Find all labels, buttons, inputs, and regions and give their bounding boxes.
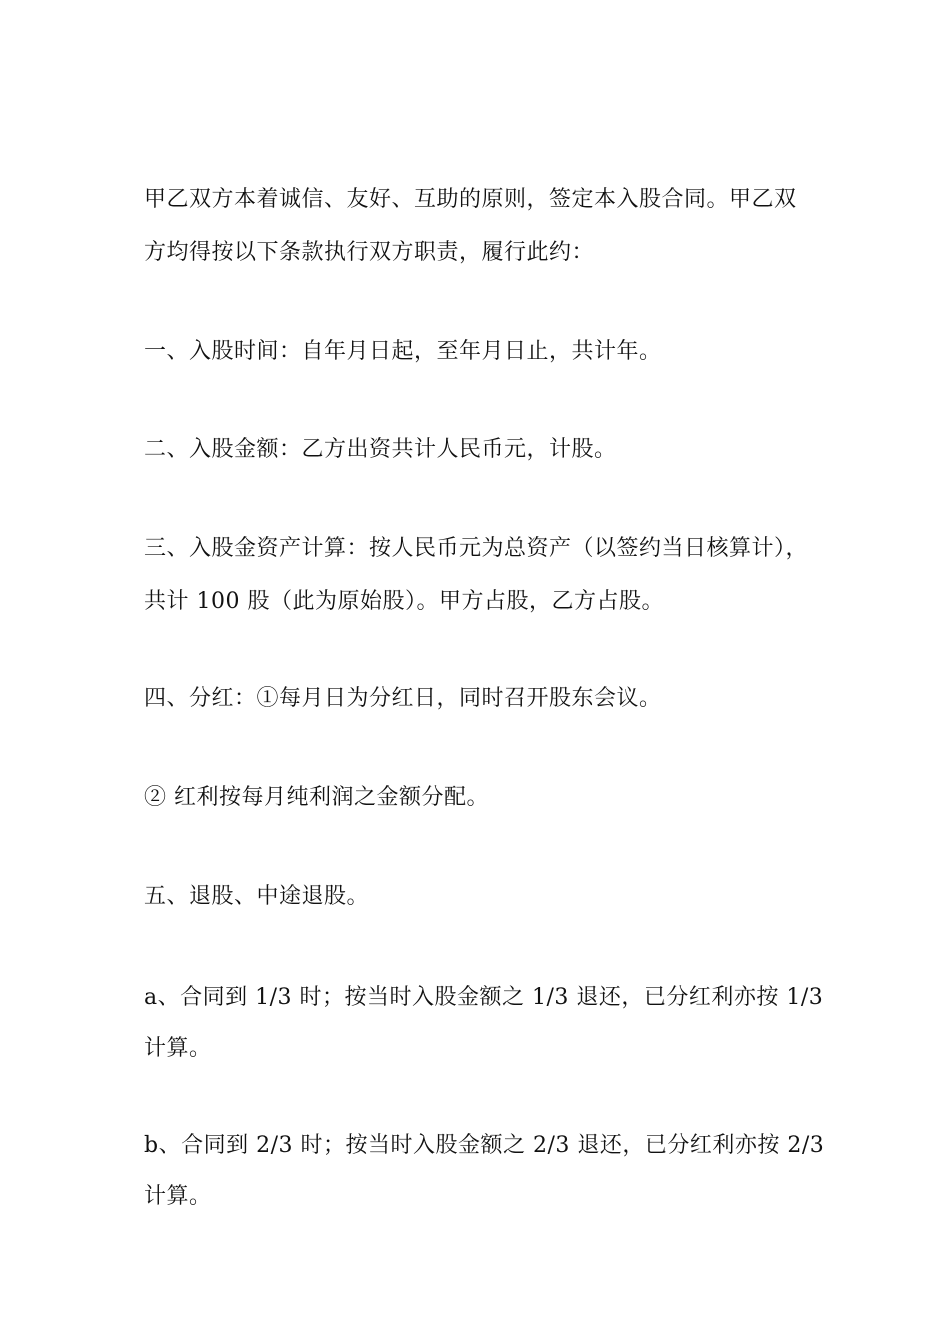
clause-3-asset-calculation-line-2: 共计 100 股（此为原始股）。甲方占股，乙方占股。: [144, 589, 664, 614]
intro-paragraph-line-2: 方均得按以下条款执行双方职责，履行此约：: [144, 240, 595, 265]
clause-5b-line-2: 计算。: [144, 1184, 212, 1209]
clause-5a-line-2: 计算。: [144, 1036, 212, 1061]
clause-4-dividend-item-2: ② 红利按每月纯利润之金额分配。: [144, 785, 489, 810]
clause-3-asset-calculation-line-1: 三、入股金资产计算：按人民币元为总资产（以签约当日核算计），: [144, 536, 809, 561]
clause-2-investment-amount: 二、入股金额：乙方出资共计人民币元，计股。: [144, 437, 617, 462]
clause-5-withdrawal: 五、退股、中途退股。: [144, 884, 370, 909]
clause-5b-line-1: b、合同到 2/3 时；按当时入股金额之 2/3 退还，已分红利亦按 2/3: [144, 1133, 825, 1158]
clause-5a-line-1: a、合同到 1/3 时；按当时入股金额之 1/3 退还，已分红利亦按 1/3: [144, 985, 824, 1010]
clause-1-investment-period: 一、入股时间：自年月日起，至年月日止，共计年。: [144, 339, 662, 364]
clause-4-dividend: 四、分红：①每月日为分红日，同时召开股东会议。: [144, 686, 662, 711]
intro-paragraph-line-1: 甲乙双方本着诚信、友好、互助的原则，签定本入股合同。甲乙双: [144, 187, 797, 212]
